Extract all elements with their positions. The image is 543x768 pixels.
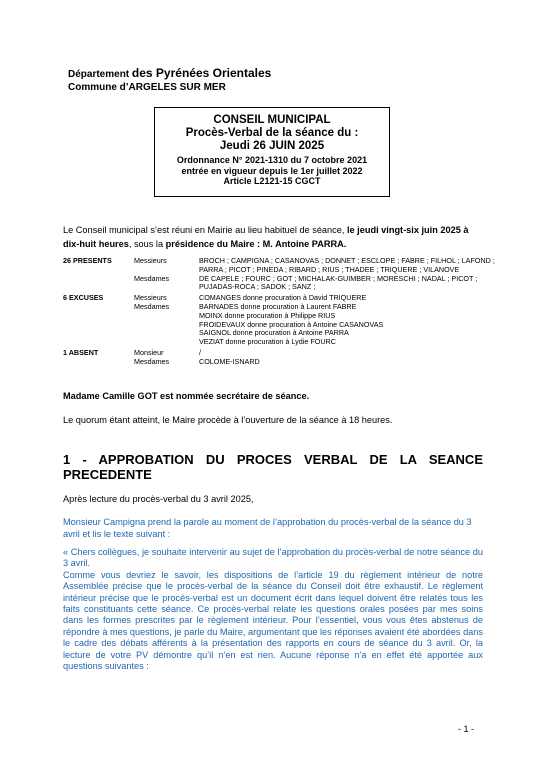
attendance-row xyxy=(63,358,499,367)
quote-body: Comme vous devriez le savoir, les dispositions de l’article 19 du règlement intérieur de notre Assemblée précise que le procès-verbal de la séance du Conseil doit être exhaustif. Le règlement intérieur précise que le procès-verbal est un document écrit dans lequel doivent être relatés tous les faits constituants cette séance. Ce procès-verbal relate les questions orales posées par mes soins dans les formes prescrites par le règlement intérieur. Pour l’essentiel, vous vous êtes abstenus de répondre à mes questions, je parle du Maire, argumentant que les réponses avaient été abordées dans le cadre des débats afférents à la présentation des rapports en cours de séance du 3 avril. Or, la lecture de votre PV démontre qu’il n’en est rien. Aucune réponse n’a en effet été apportée aux questions suivantes : xyxy=(63,569,483,672)
attendance-row xyxy=(63,275,499,293)
attendance-role xyxy=(134,321,199,330)
attendance-names: DE CAPELE ; FOURC ; GOT ; MICHALAK-GUIMBER ; MORESCHI ; NADAL ; PICOT ; PUJADAS-ROCA ; SADOK ; SANZ ; xyxy=(199,273,478,292)
attendance-table xyxy=(63,257,499,367)
attendance-names: SAIGNOL donne procuration à Antoine PARRA xyxy=(199,328,349,338)
intro-president: présidence du Maire : M. Antoine PARRA. xyxy=(165,239,347,249)
attendance-group xyxy=(63,303,134,312)
quorum-line: Le quorum étant atteint, le Maire procède à l’ouverture de la séance à 18 heures. xyxy=(63,415,393,425)
attendance-names: / xyxy=(199,347,201,357)
attendance-names: BROCH ; CAMPIGNA ; CASANOVAS ; DONNET ; ESCLOPE ; FABRE ; FILHOL ; LAFOND ; PARRA ; PICOT ; PINEDA ; RIBARD ; RIUS ; THADEE ; TRIQUERE ; VILANOVE xyxy=(199,256,495,274)
after-reading-line: Après lecture du procès-verbal du 3 avril 2025, xyxy=(63,494,254,504)
secretary-line: Madame Camille GOT est nommée secrétaire de séance. xyxy=(63,391,310,401)
attendance-role: Messieurs xyxy=(134,256,167,265)
campigna-paragraph: Monsieur Campigna prend la parole au moment de l’approbation du procès-verbal de la séance du 3 avril et lis le texte suivant : xyxy=(63,517,472,539)
section-1-title-line1: 1 - APPROBATION DU PROCES VERBAL DE LA SEANCE xyxy=(63,452,483,467)
intro-text-1: Le Conseil municipal s’est réuni en Mairie au lieu habituel de séance, xyxy=(63,225,347,235)
attendance-names: VEZIAT donne procuration à Lydie FOURC xyxy=(199,337,336,347)
attendance-group xyxy=(63,275,134,293)
attendance-names: COMANGES donne procuration à David TRIQUERE xyxy=(199,293,367,303)
title-date: Jeudi 26 JUIN 2025 xyxy=(219,140,325,152)
title-conseil: CONSEIL MUNICIPAL xyxy=(213,114,331,126)
attendance-role: Mesdames xyxy=(134,356,170,366)
title-ordonnance: Ordonnance N° 2021-1310 du 7 octobre 2021 xyxy=(176,155,368,165)
attendance-group: 26 PRESENTS xyxy=(63,256,112,265)
section-1-title-line2: PRECEDENTE xyxy=(63,467,152,482)
attendance-group: 1 ABSENT xyxy=(63,347,99,357)
attendance-names: COLOME-ISNARD xyxy=(199,356,260,366)
attendance-role xyxy=(134,312,199,321)
attendance-group xyxy=(63,329,134,338)
attendance-role xyxy=(134,329,199,338)
title-entree: entrée en vigueur depuis le 1er juillet 2022 xyxy=(181,165,363,176)
dept-name: des Pyrénées Orientales xyxy=(131,66,272,80)
attendance-names: MOINX donne procuration à Philippe RIUS xyxy=(199,310,336,320)
attendance-names: FROIDEVAUX donne procuration à Antoine CASANOVAS xyxy=(199,319,384,329)
commune-line: Commune d’ARGELES SUR MER xyxy=(68,82,226,93)
attendance-group xyxy=(63,321,134,330)
attendance-role xyxy=(134,338,199,347)
attendance-role: Monsieur xyxy=(134,347,164,357)
attendance-group xyxy=(63,358,134,367)
quote-block xyxy=(63,547,483,672)
intro-text-2: , sous la xyxy=(128,239,166,249)
page-number: - 1 - xyxy=(458,724,475,734)
attendance-role: Mesdames xyxy=(134,301,170,311)
attendance-group xyxy=(63,312,134,321)
quote-first: « Chers collègues, je souhaite intervenir au sujet de l’approbation du procès-verbal de notre séance du 3 avril. xyxy=(63,547,483,569)
attendance-row xyxy=(63,257,499,275)
attendance-row xyxy=(63,338,499,347)
title-article: Article L2121-15 CGCT xyxy=(223,176,321,186)
title-box xyxy=(154,107,390,197)
attendance-role: Mesdames xyxy=(134,273,170,283)
intro-date: le jeudi vingt-six juin 2025 à dix-huit heures xyxy=(63,225,469,249)
department-line xyxy=(68,66,271,80)
intro-paragraph xyxy=(63,223,483,251)
attendance-names: BARNADES donne procuration à Laurent FABRE xyxy=(199,301,357,311)
attendance-role: Messieurs xyxy=(134,293,167,303)
attendance-group xyxy=(63,338,134,347)
dept-prefix: Département xyxy=(68,69,132,80)
title-pv: Procès-Verbal de la séance du : xyxy=(185,127,359,139)
attendance-row xyxy=(63,347,499,358)
attendance-group: 6 EXCUSES xyxy=(63,293,104,303)
